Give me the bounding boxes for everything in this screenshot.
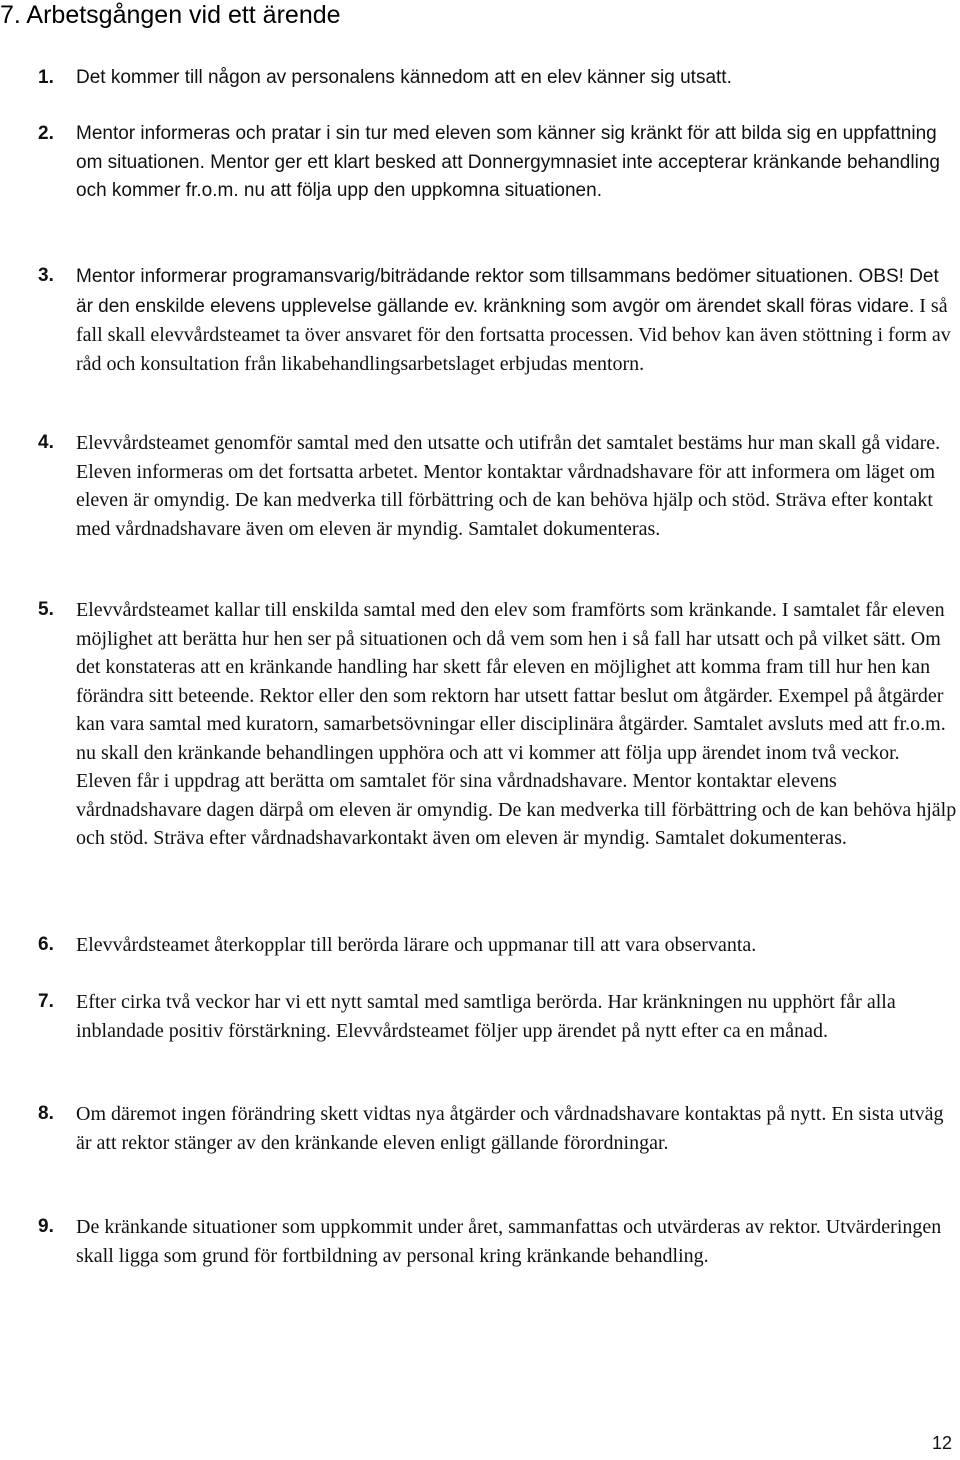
list-item-text-part: Mentor informerar programansvarig/biträdande rektor som tillsammans bedömer situationen. OBS! Det är den enskilde elevens upplevelse gällande ev. kränkning som avgör om ärendet skall föras vidare. bbox=[76, 266, 939, 317]
list-item-text: De kränkande situationer som uppkommit under året, sammanfattas och utvärderas av rektor. Utvärderingen skall ligga som grund för fortbildning av personal kring kränkande behandling. bbox=[76, 1216, 942, 1267]
page-number: 12 bbox=[931, 1433, 952, 1453]
list-item-text: Elevvårdsteamet genomför samtal med den utsatte och utifrån det samtalet bestäms hur man skall gå vidare. Eleven informeras om det fortsatta arbetet. Mentor kontaktar vårdnadshavare för att informera om läget om eleven är omyndig. De kan medverka till förbättring och de kan behöva hjälp och stöd. Sträva efter kontakt med vårdnadshavare även om eleven är myndig. Samtalet dokumenteras. bbox=[76, 432, 941, 540]
list-item-number: 1. bbox=[38, 67, 54, 88]
list-item-text: Det kommer till någon av personalens kännedom att en elev känner sig utsatt. bbox=[76, 67, 732, 88]
list-item bbox=[38, 1213, 958, 1303]
list-item-number: 3. bbox=[38, 265, 54, 286]
list-item bbox=[38, 931, 958, 961]
list-item-number: 6. bbox=[38, 934, 54, 955]
list-item bbox=[38, 596, 958, 914]
list-item-text: Om däremot ingen förändring skett vidtas nya åtgärder och vårdnadshavare kontaktas på nytt. En sista utväg är att rektor stänger av den kränkande eleven enligt gällande förordningar. bbox=[76, 1103, 944, 1154]
list-item-text: Efter cirka två veckor har vi ett nytt samtal med samtliga berörda. Har kränkningen nu upphört får alla inblandade positiv förstärkning. Elevvårdsteamet följer upp ärendet på nytt efter ca en månad. bbox=[76, 991, 896, 1042]
list-item bbox=[38, 988, 958, 1078]
list-item-number: 2. bbox=[38, 123, 54, 144]
list-item-text: Elevvårdsteamet återkopplar till berörda lärare och uppmanar till att vara observanta. bbox=[76, 934, 757, 956]
list-item-number: 8. bbox=[38, 1103, 54, 1124]
list-item-number: 7. bbox=[38, 991, 54, 1012]
list-item bbox=[38, 262, 958, 408]
list-item-number: 9. bbox=[38, 1216, 54, 1237]
list-item-number: 4. bbox=[38, 432, 54, 453]
list-item-number: 5. bbox=[38, 599, 54, 620]
list-item-text-part: I så fall skall elevvårdsteamet ta över ansvaret för den fortsatta processen. Vid behov kan även stöttning i form av råd och konsultation från likabehandlingsarbetslaget erbjudas mentorn. bbox=[76, 294, 951, 375]
list-item bbox=[38, 64, 958, 94]
section-heading: 7. Arbetsgången vid ett ärende bbox=[0, 1, 341, 29]
list-item-text: Mentor informeras och pratar i sin tur med eleven som känner sig kränkt för att bilda sig en uppfattning om situationen. Mentor ger ett klart besked att Donnergymnasiet inte accepterar kränkande behandling och kommer fr.o.m. nu att följa upp den uppkomna situationen. bbox=[76, 123, 940, 201]
list-item-text bbox=[76, 262, 958, 378]
list-item-text: Elevvårdsteamet kallar till enskilda samtal med den elev som framförts som kränkande. I samtalet får eleven möjlighet att berätta hur hen ser på situationen och då vem som hen i så fall har utsatt och på vilket sätt. Om det konstateras att en kränkande handling har skett får eleven en möjlighet att komma fram till hur hen kan förändra sitt beteende. Rektor eller den som rektorn har utsett fattar beslut om åtgärder. Exempel på åtgärder kan vara samtal med kuratorn, samarbetsövningar eller disciplinära åtgärder. Samtalet avsluts med att fr.o.m. nu skall den kränkande behandlingen upphöra och att vi kommer att följa upp ärendet inom två veckor. Eleven får i uppdrag att berätta om samtalet för sina vårdnadshavare. Mentor kontaktar elevens vårdnadshavare dagen därpå om eleven är omyndig. De kan medverka till förbättring och de kan behöva hjälp och stöd. Sträva efter vårdnadshavarkontakt även om eleven är myndig. Samtalet dokumenteras. bbox=[76, 599, 957, 849]
list-item bbox=[38, 120, 958, 238]
list-item bbox=[38, 429, 958, 575]
list-item bbox=[38, 1100, 958, 1190]
